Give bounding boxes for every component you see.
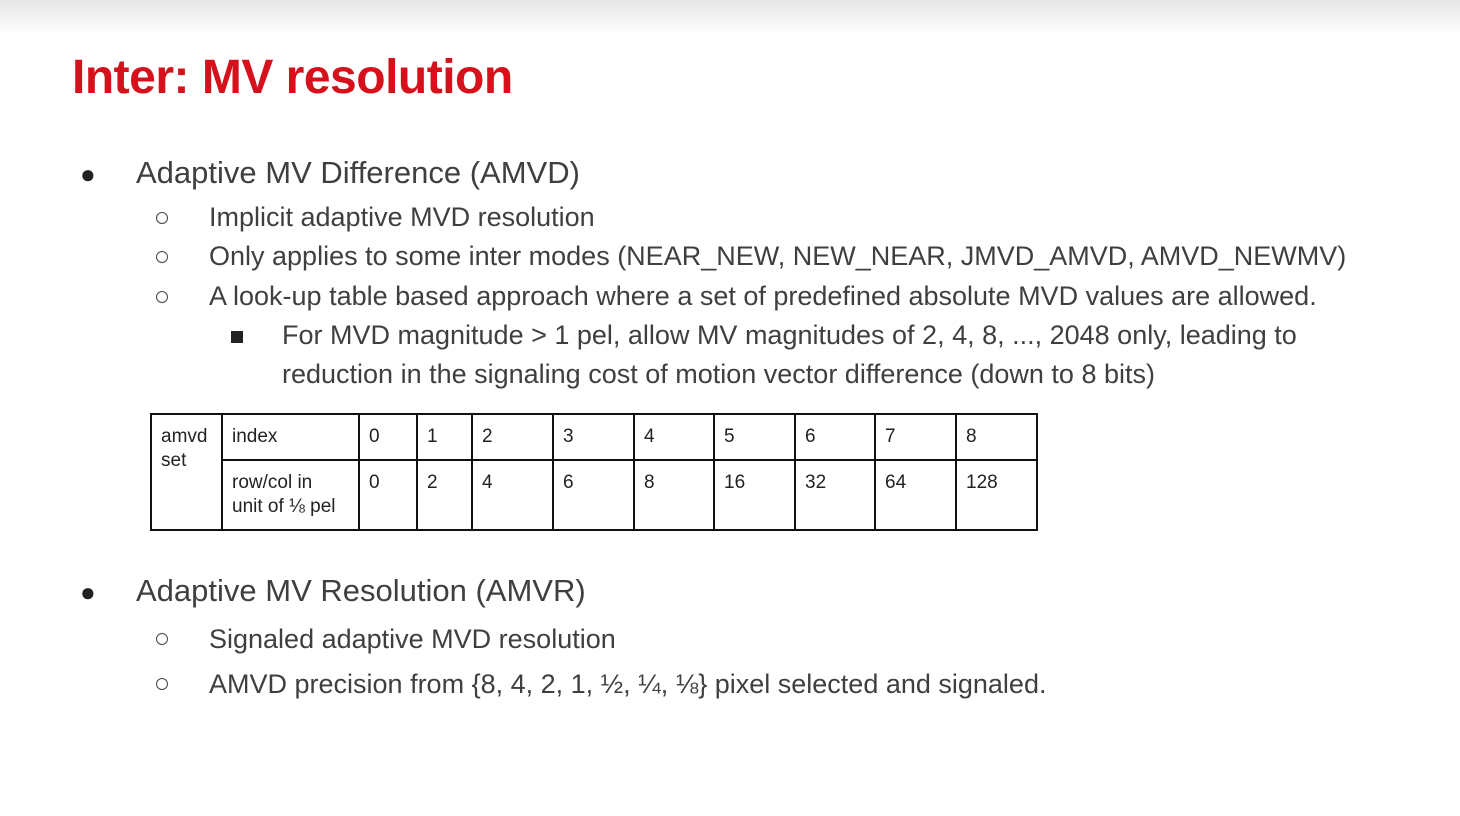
unit-label-cell xyxy=(222,460,359,530)
section-heading-amvr: Adaptive MV Resolution (AMVR) xyxy=(136,573,586,608)
index-cell: 1 xyxy=(417,414,472,460)
value-cell: 128 xyxy=(956,460,1037,530)
value-cell: 0 xyxy=(359,460,417,530)
index-cell: 6 xyxy=(795,414,875,460)
bullet-icon: ● xyxy=(80,159,96,189)
section-heading-amvd: Adaptive MV Difference (AMVD) xyxy=(136,155,580,190)
value-cell: 4 xyxy=(472,460,553,530)
index-cell: 0 xyxy=(359,414,417,460)
value-cell: 32 xyxy=(795,460,875,530)
amvd-set-label-line-2: set xyxy=(161,450,187,471)
table-row xyxy=(151,414,1037,460)
value-cell: 6 xyxy=(553,460,634,530)
square-bullet-icon xyxy=(231,331,243,343)
list-item: Only applies to some inter modes (NEAR_NEW, NEW_NEAR, JMVD_AMVD, AMVD_NEWMV) xyxy=(209,241,1347,271)
index-cell: 7 xyxy=(875,414,956,460)
index-cell: 5 xyxy=(714,414,795,460)
hollow-circle-bullet-icon xyxy=(156,678,168,690)
amvd-table xyxy=(150,413,1038,531)
list-item: A look-up table based approach where a set of predefined absolute MVD values are allowed. xyxy=(209,281,1317,311)
table-row xyxy=(151,460,1037,530)
hollow-circle-bullet-icon xyxy=(156,633,168,645)
unit-label-line-2: unit of ⅛ pel xyxy=(232,496,336,517)
index-cell: 3 xyxy=(553,414,634,460)
unit-label-line-1: row/col in xyxy=(232,472,313,493)
sub-list-item-line-1: For MVD magnitude > 1 pel, allow MV magnitudes of 2, 4, 8, ..., 2048 only, leading to xyxy=(282,320,1297,350)
value-cell: 8 xyxy=(634,460,714,530)
hollow-circle-bullet-icon xyxy=(156,251,168,263)
value-cell: 64 xyxy=(875,460,956,530)
amvd-set-label-line-1: amvd xyxy=(161,426,208,447)
hollow-circle-bullet-icon xyxy=(156,291,168,303)
bullet-icon: ● xyxy=(80,577,96,607)
slide-title: Inter: MV resolution xyxy=(72,51,513,104)
hollow-circle-bullet-icon xyxy=(156,212,168,224)
index-label-cell: index xyxy=(222,414,359,460)
value-cell: 2 xyxy=(417,460,472,530)
value-cell: 16 xyxy=(714,460,795,530)
index-cell: 2 xyxy=(472,414,553,460)
amvd-set-label-cell xyxy=(151,414,222,530)
index-cell: 8 xyxy=(956,414,1037,460)
list-item: Signaled adaptive MVD resolution xyxy=(209,624,616,654)
sub-list-item-line-2: reduction in the signaling cost of motion vector difference (down to 8 bits) xyxy=(282,359,1155,389)
list-item: AMVD precision from {8, 4, 2, 1, ½, ¼, ⅛} pixel selected and signaled. xyxy=(209,669,1047,699)
list-item: Implicit adaptive MVD resolution xyxy=(209,202,595,232)
index-cell: 4 xyxy=(634,414,714,460)
